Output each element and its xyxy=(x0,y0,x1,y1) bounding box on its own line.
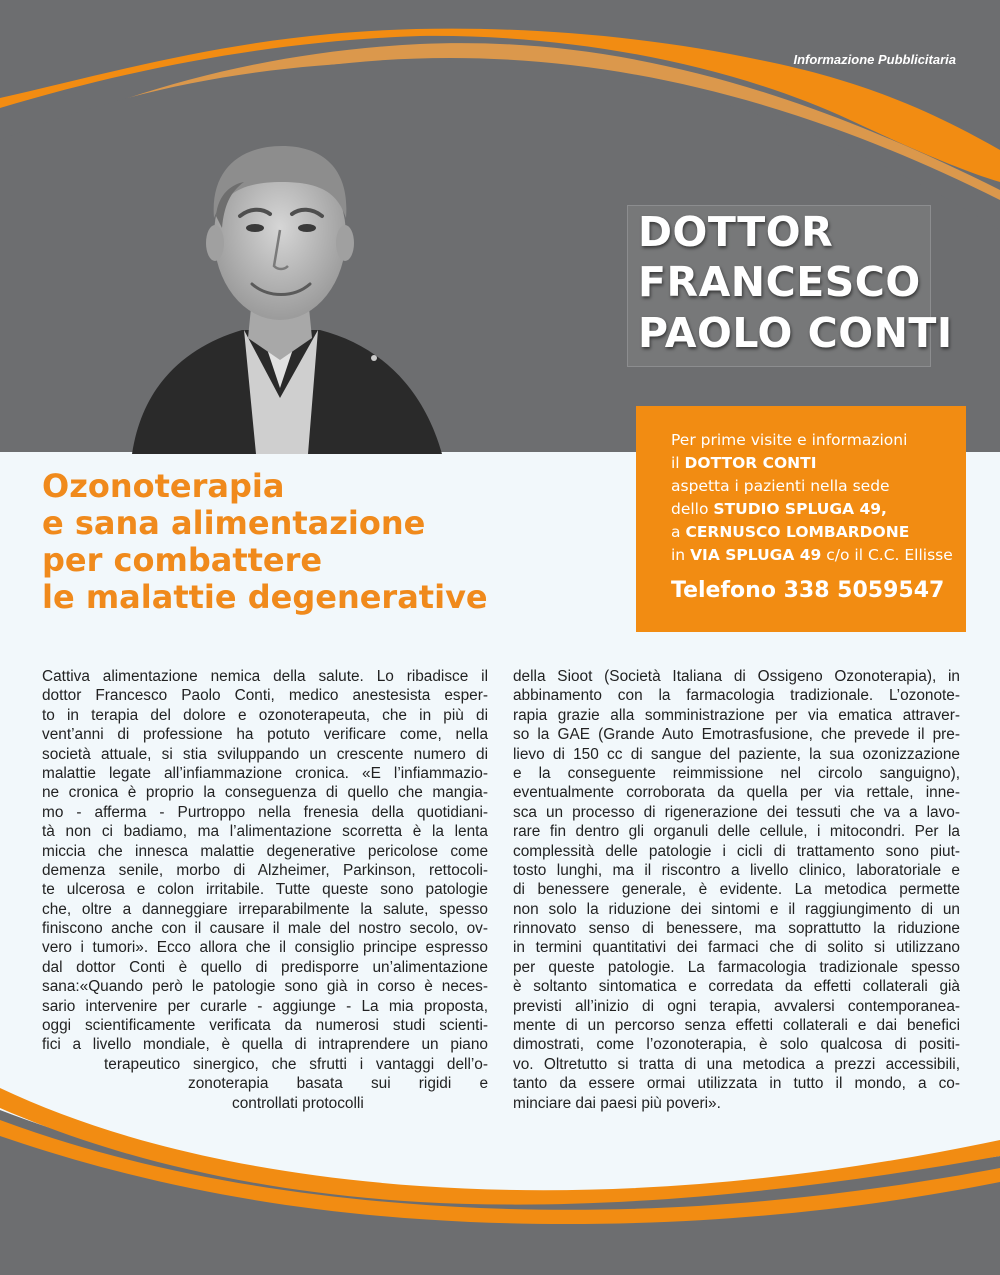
headline-line-2: e sana alimentazione xyxy=(42,504,426,542)
contact-line-5: a CERNUSCO LOMBARDONE xyxy=(671,523,910,541)
article-text-line: in termini quantitativi dei farmaci che di solito si utilizzano xyxy=(513,939,960,957)
article-text-line: demenza senile, morbo di Alzheimer, Parkinson, rettocoli- xyxy=(42,861,488,879)
headline-line-3: per combattere xyxy=(42,541,323,579)
article-text-line: lievo di 150 cc di sangue del paziente, la sua ozonizzazione xyxy=(513,745,960,763)
article-text-line: sana:«Quando però le patologie sono già in corso è neces- xyxy=(42,978,488,996)
contact-line-2: il DOTTOR CONTI xyxy=(671,454,817,472)
article-text-line: finiscono anche con il causare il male del nostro secolo, ov- xyxy=(42,920,488,938)
article-text-line: sca un processo di rigenerazione dei tessuti che va a lavo- xyxy=(513,803,960,821)
contact-line-4: dello STUDIO SPLUGA 49, xyxy=(671,500,887,518)
contact-line-6: in VIA SPLUGA 49 c/o il C.C. Ellisse xyxy=(671,546,953,564)
contact-line-3: aspetta i pazienti nella sede xyxy=(671,477,890,495)
article-text-line: sario intervenire per curarle - aggiunge - La mia proposta, xyxy=(42,997,488,1015)
article-text-line: rapia grazie alla somministrazione per via ematica attraver- xyxy=(513,706,960,724)
headline-line-1: Ozonoterapia xyxy=(42,467,285,505)
article-text-line: zonoterapia basata sui rigidi e xyxy=(188,1075,488,1093)
article-text-line: previsti all’inizio di ogni terapia, avvalersi contemporanea- xyxy=(513,997,960,1015)
article-column-left xyxy=(42,667,488,1113)
article-text-line: vero i tumori». Ecco allora che il consiglio principe espresso xyxy=(42,939,488,957)
article-text-line: malattie legate all’infiammazione cronica. «E l’infiammazio- xyxy=(42,764,488,782)
article-text-line: fici a livello mondiale, è quella di intraprendere un piano xyxy=(42,1036,488,1054)
article-text-line: minciare dai paesi più poveri». xyxy=(513,1094,721,1112)
article-text-line: eventualmente corroborata da quella per via rettale, inne- xyxy=(513,784,960,802)
article-text-line: di benessere generale, è evidente. La metodica permette xyxy=(513,881,960,899)
article-text-line: miccia che innesca malattie degenerative pericolose come xyxy=(42,842,488,860)
article-text-line: per queste patologie. La farmacologia tradizionale spesso xyxy=(513,958,960,976)
article-text-line: dal dottor Conti è quello di predisporre un’alimentazione xyxy=(42,958,488,976)
contact-line-1: Per prime visite e informazioni xyxy=(671,431,908,449)
article-text-line: terapeutico sinergico, che sfrutti i vantaggi dell’o- xyxy=(104,1055,488,1073)
article-text-line: vent’anni di professione ha potuto verificare come, nella xyxy=(42,726,488,744)
article-text-line: rare fin dentro gli organuli delle cellule, i mitocondri. Per la xyxy=(513,823,960,841)
article-text-line: che, oltre a danneggiare irreparabilmente la salute, spesso xyxy=(42,900,488,918)
article-text-line: e la conseguente reimmissione nel circolo sanguigno), xyxy=(513,764,960,782)
doctor-name-line-3: PAOLO CONTI xyxy=(638,309,953,357)
article-text-line: complessità delle patologie i cicli di trattamento sono piut- xyxy=(513,842,960,860)
article-text-line: controllati protocolli xyxy=(232,1094,364,1112)
article-text-line: so la GAE (Grande Auto Emotrasfusione, che prevede il pre- xyxy=(513,726,960,744)
phone-number: Telefono 338 5059547 xyxy=(671,578,945,603)
article-text-line: società attuale, si stia sviluppando un crescente numero di xyxy=(42,745,488,763)
article-text-line: Cattiva alimentazione nemica della salute. Lo ribadisce il xyxy=(42,668,488,685)
article-text-line: abbinamento con la farmacologia tradizionale. L’ozonote- xyxy=(513,687,960,705)
article-text-line: mo - afferma - Purtroppo nella frenesia della quotidiani- xyxy=(42,803,488,821)
article-text-line: rinnovato senso di benessere, ma soprattutto la riduzione xyxy=(513,920,960,938)
article-text-line: tosto lunghi, ma il riscontro a livello clinico, laboratoriale e xyxy=(513,861,960,879)
article-text-line: mente di un percorso senza effetti collaterali e dai benefici xyxy=(513,1017,960,1035)
article-text-line: è soltanto sintomatica e corredata da effetti collaterali già xyxy=(513,978,960,996)
article-text-line: dimostrati, come l’ozonoterapia, è solo qualcosa di positi- xyxy=(513,1036,960,1054)
article-text-line: della Sioot (Società Italiana di Ossigeno Ozonoterapia), in xyxy=(513,668,960,685)
headline-line-4: le malattie degenerative xyxy=(42,578,488,616)
article-text-line: oggi scientificamente verificata da numerosi studi scienti- xyxy=(42,1017,488,1035)
article-text-line: vo. Oltretutto si tratta di una metodica a prezzi accessibili, xyxy=(513,1055,960,1073)
article-text-line: te ulcerosa e colon irritabile. Tutte queste sono patologie xyxy=(42,881,488,899)
article-headline xyxy=(42,468,488,616)
contact-info-box xyxy=(636,406,966,632)
doctor-portrait-photo xyxy=(112,98,450,454)
doctor-name-line-1: DOTTOR xyxy=(638,208,834,256)
article-text-line: ne cronica è proprio la conseguenza di quello che mangia- xyxy=(42,784,488,802)
article-text-line: to in terapia del dolore e ozonoterapeuta, che in più di xyxy=(42,706,488,724)
bottom-wave-decoration xyxy=(0,1060,1000,1275)
article-text-line: tà non ci badiamo, ma l’alimentazione scorretta è la lenta xyxy=(42,823,488,841)
doctor-name-line-2: FRANCESCO xyxy=(638,258,921,306)
article-text-line: dottor Francesco Paolo Conti, medico anestesista esper- xyxy=(42,687,488,705)
article-text-line: tanto da essere ormai utilizzata in tutto il mondo, a co- xyxy=(513,1075,960,1093)
article-column-right xyxy=(513,667,960,1113)
doctor-name-box xyxy=(627,205,953,367)
article-text-line: non solo la riduzione dei sintomi e il raggiungimento di un xyxy=(513,900,960,918)
advertising-label: Informazione Pubblicitaria xyxy=(793,52,956,67)
